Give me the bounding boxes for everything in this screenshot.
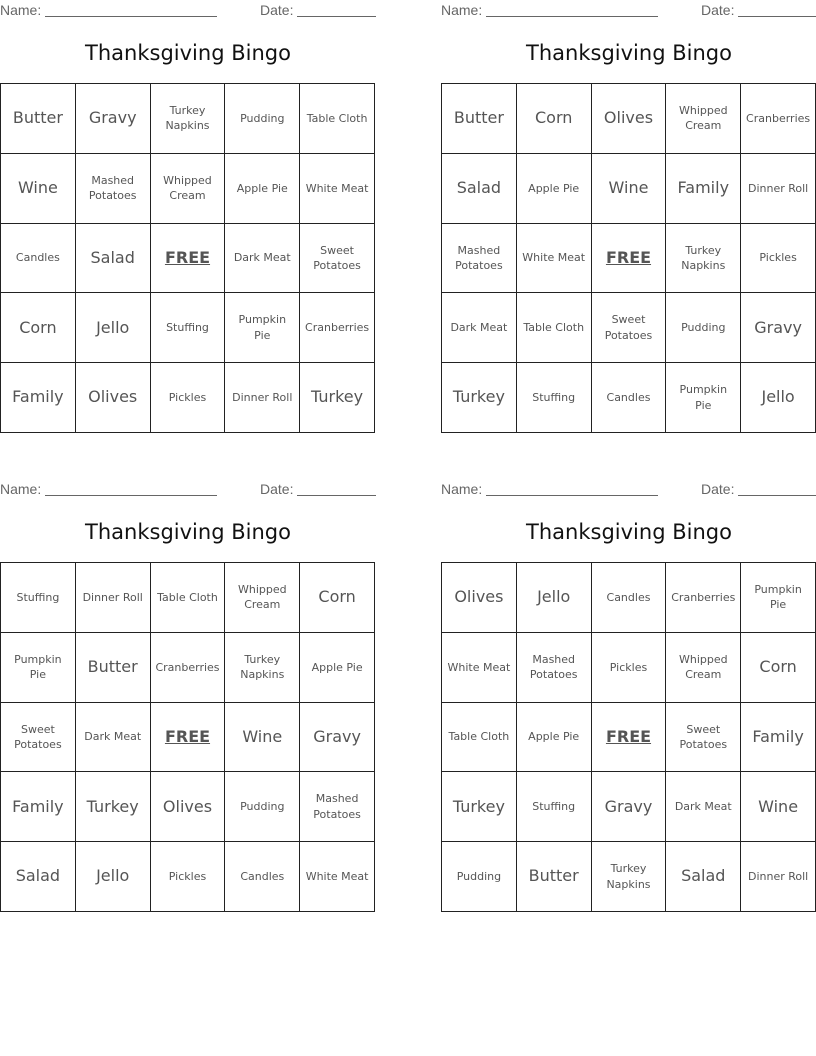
card-title: Thanksgiving Bingo [85, 520, 291, 544]
bingo-card [0, 479, 376, 919]
bingo-cell[interactable]: Pickles [151, 842, 226, 912]
name-field-line[interactable] [486, 16, 658, 17]
bingo-cell[interactable]: Gravy [76, 84, 151, 154]
date-field-line[interactable] [738, 16, 816, 17]
name-label: Name: [0, 481, 42, 497]
bingo-cell[interactable]: Turkey [442, 363, 517, 433]
bingo-cell[interactable]: Corn [300, 563, 375, 633]
bingo-cell[interactable]: Dinner Roll [225, 363, 300, 433]
bingo-cell[interactable]: Sweet Potatoes [666, 703, 741, 773]
bingo-grid [441, 83, 816, 433]
free-space-cell[interactable]: FREE [592, 224, 667, 294]
bingo-cell[interactable]: White Meat [300, 154, 375, 224]
bingo-cell[interactable]: Butter [517, 842, 592, 912]
bingo-cell[interactable]: Candles [592, 363, 667, 433]
card-title: Thanksgiving Bingo [526, 41, 732, 65]
free-space-cell[interactable]: FREE [592, 703, 667, 773]
bingo-cell[interactable]: Family [666, 154, 741, 224]
bingo-cell[interactable]: Jello [741, 363, 816, 433]
bingo-cell[interactable]: Wine [592, 154, 667, 224]
bingo-cell[interactable]: Corn [517, 84, 592, 154]
bingo-cell[interactable]: Jello [76, 842, 151, 912]
free-space-cell[interactable]: FREE [151, 224, 226, 294]
bingo-cell[interactable]: Table Cloth [517, 293, 592, 363]
bingo-cell[interactable]: Salad [76, 224, 151, 294]
bingo-cell[interactable]: Salad [1, 842, 76, 912]
bingo-cell[interactable]: Pickles [592, 633, 667, 703]
bingo-cell[interactable]: Gravy [300, 703, 375, 773]
bingo-cell[interactable]: Family [741, 703, 816, 773]
bingo-cell[interactable]: Wine [1, 154, 76, 224]
bingo-cell[interactable]: Pumpkin Pie [741, 563, 816, 633]
bingo-card [441, 0, 816, 440]
bingo-cell[interactable]: Turkey Napkins [592, 842, 667, 912]
bingo-cell[interactable]: Gravy [741, 293, 816, 363]
bingo-cell[interactable]: Family [1, 772, 76, 842]
bingo-cell[interactable]: Whipped Cream [666, 84, 741, 154]
bingo-cell[interactable]: Jello [517, 563, 592, 633]
bingo-cell[interactable]: Whipped Cream [151, 154, 226, 224]
bingo-cell[interactable]: Cranberries [666, 563, 741, 633]
bingo-cell[interactable]: Dinner Roll [741, 842, 816, 912]
bingo-cell[interactable]: Stuffing [517, 363, 592, 433]
bingo-grid [441, 562, 816, 912]
bingo-cell[interactable]: Wine [225, 703, 300, 773]
name-date-row [0, 0, 376, 20]
bingo-cell[interactable]: White Meat [300, 842, 375, 912]
bingo-cell[interactable]: Wine [741, 772, 816, 842]
bingo-cell[interactable]: Olives [592, 84, 667, 154]
bingo-cell[interactable]: Pudding [666, 293, 741, 363]
bingo-cell[interactable]: Gravy [592, 772, 667, 842]
date-field-line[interactable] [297, 495, 376, 496]
bingo-cell[interactable]: Butter [1, 84, 76, 154]
bingo-cell[interactable]: Sweet Potatoes [592, 293, 667, 363]
name-field-line[interactable] [45, 495, 217, 496]
bingo-cell[interactable]: Butter [442, 84, 517, 154]
bingo-cell[interactable]: Turkey Napkins [225, 633, 300, 703]
bingo-cell[interactable]: Pudding [225, 84, 300, 154]
bingo-cell[interactable]: Butter [76, 633, 151, 703]
card-title: Thanksgiving Bingo [526, 520, 732, 544]
bingo-cell[interactable]: Turkey [76, 772, 151, 842]
bingo-cell[interactable]: Pumpkin Pie [666, 363, 741, 433]
date-label: Date: [260, 481, 294, 497]
bingo-cell[interactable]: Turkey [442, 772, 517, 842]
bingo-cell[interactable]: Pickles [741, 224, 816, 294]
name-label: Name: [441, 481, 483, 497]
date-label: Date: [701, 2, 735, 18]
name-label: Name: [0, 2, 42, 18]
bingo-cell[interactable]: Mashed Potatoes [517, 633, 592, 703]
bingo-cell[interactable]: Dinner Roll [76, 563, 151, 633]
bingo-cell[interactable]: Cranberries [741, 84, 816, 154]
bingo-cell[interactable]: Pudding [442, 842, 517, 912]
bingo-cell[interactable]: Jello [76, 293, 151, 363]
bingo-cell[interactable]: Salad [442, 154, 517, 224]
bingo-cell[interactable]: Cranberries [300, 293, 375, 363]
bingo-grid [0, 562, 375, 912]
bingo-cell[interactable]: Apple Pie [225, 154, 300, 224]
bingo-cell[interactable]: Candles [592, 563, 667, 633]
bingo-cell[interactable]: Table Cloth [151, 563, 226, 633]
bingo-cell[interactable]: Turkey Napkins [151, 84, 226, 154]
card-title: Thanksgiving Bingo [85, 41, 291, 65]
bingo-cell[interactable]: Dark Meat [225, 224, 300, 294]
bingo-cell[interactable]: Mashed Potatoes [442, 224, 517, 294]
date-field-line[interactable] [297, 16, 376, 17]
bingo-cell[interactable]: Corn [1, 293, 76, 363]
date-label: Date: [260, 2, 294, 18]
bingo-cell[interactable]: Apple Pie [517, 154, 592, 224]
bingo-cell[interactable]: Family [1, 363, 76, 433]
bingo-cell[interactable]: Stuffing [517, 772, 592, 842]
bingo-cell[interactable]: Pumpkin Pie [225, 293, 300, 363]
bingo-cell[interactable]: Stuffing [151, 293, 226, 363]
bingo-cell[interactable]: White Meat [517, 224, 592, 294]
bingo-cell[interactable]: Apple Pie [517, 703, 592, 773]
date-field-line[interactable] [738, 495, 816, 496]
bingo-cell[interactable]: Whipped Cream [225, 563, 300, 633]
bingo-cell[interactable]: Candles [1, 224, 76, 294]
bingo-cell[interactable]: Olives [76, 363, 151, 433]
bingo-cell[interactable]: Apple Pie [300, 633, 375, 703]
bingo-cell[interactable]: Dark Meat [666, 772, 741, 842]
bingo-cell[interactable]: Sweet Potatoes [300, 224, 375, 294]
bingo-cell[interactable]: Pudding [225, 772, 300, 842]
bingo-cell[interactable]: Dark Meat [442, 293, 517, 363]
bingo-cell[interactable]: Sweet Potatoes [1, 703, 76, 773]
bingo-cell[interactable]: Olives [442, 563, 517, 633]
bingo-cell[interactable]: Table Cloth [442, 703, 517, 773]
bingo-card [0, 0, 376, 440]
bingo-cell[interactable]: Olives [151, 772, 226, 842]
bingo-cell[interactable]: Candles [225, 842, 300, 912]
bingo-card [441, 479, 816, 919]
name-date-row [441, 0, 816, 20]
bingo-cell[interactable]: Pickles [151, 363, 226, 433]
bingo-cell[interactable]: Dark Meat [76, 703, 151, 773]
date-label: Date: [701, 481, 735, 497]
bingo-cell[interactable]: Pumpkin Pie [1, 633, 76, 703]
name-field-line[interactable] [45, 16, 217, 17]
bingo-cell[interactable]: Table Cloth [300, 84, 375, 154]
free-space-cell[interactable]: FREE [151, 703, 226, 773]
bingo-cell[interactable]: Turkey Napkins [666, 224, 741, 294]
name-field-line[interactable] [486, 495, 658, 496]
bingo-cell[interactable]: Stuffing [1, 563, 76, 633]
name-label: Name: [441, 2, 483, 18]
bingo-cell[interactable]: Turkey [300, 363, 375, 433]
bingo-cell[interactable]: White Meat [442, 633, 517, 703]
bingo-cell[interactable]: Cranberries [151, 633, 226, 703]
bingo-cell[interactable]: Whipped Cream [666, 633, 741, 703]
bingo-cell[interactable]: Corn [741, 633, 816, 703]
bingo-grid [0, 83, 375, 433]
name-date-row [441, 479, 816, 499]
bingo-cell[interactable]: Dinner Roll [741, 154, 816, 224]
bingo-cell[interactable]: Salad [666, 842, 741, 912]
name-date-row [0, 479, 376, 499]
bingo-cell[interactable]: Mashed Potatoes [76, 154, 151, 224]
bingo-cell[interactable]: Mashed Potatoes [300, 772, 375, 842]
